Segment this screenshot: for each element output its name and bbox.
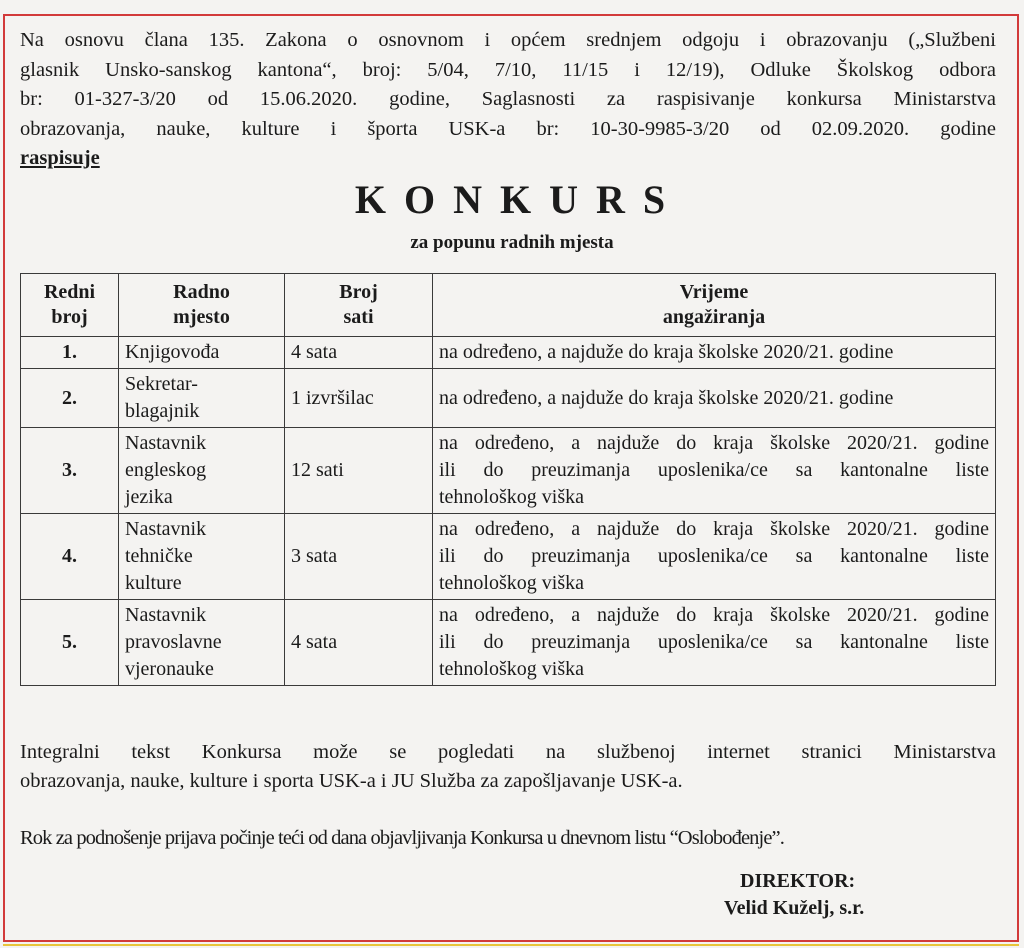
- header-text: mjesto: [173, 306, 230, 328]
- row-term: [433, 514, 996, 600]
- intro-paragraph: [20, 26, 996, 174]
- position-text: kulture: [125, 572, 182, 594]
- position-text: vjeronauke: [125, 658, 214, 680]
- positions-table: [20, 273, 996, 686]
- row-position: [119, 600, 285, 686]
- header-text: Broj: [339, 281, 378, 303]
- term-text: ili do preuzimanja uposlenika/ce sa kantonalne liste: [439, 545, 989, 567]
- note-line: Integralni tekst Konkursa može se pogledati na službenoj internet stranici Ministarstva: [20, 741, 996, 763]
- table-row: [21, 337, 996, 369]
- row-number: 3.: [21, 428, 119, 514]
- row-term: [433, 600, 996, 686]
- term-text: na određeno, a najduže do kraja školske 2020/21. godine: [439, 518, 989, 540]
- header-vrijeme-angazmana: [433, 274, 996, 337]
- position-text: Nastavnik: [125, 518, 207, 540]
- term-text: tehnološkog viška: [439, 486, 584, 508]
- signature-title: DIREKTOR:: [740, 870, 856, 892]
- intro-line: glasnik Unsko-sanskog kantona“, broj: 5/04, 7/10, 11/15 i 12/19), Odluke Školskog odbora: [20, 58, 996, 81]
- signature-name: Velid Kuželj, s.r.: [724, 897, 865, 919]
- header-redni-broj: [21, 274, 119, 337]
- position-text: Nastavnik: [125, 604, 207, 626]
- notice-subtitle: za popunu radnih mjesta: [410, 232, 614, 253]
- header-radno-mjesto: [119, 274, 285, 337]
- position-text: pravoslavne: [125, 631, 222, 653]
- header-text: Vrijeme: [679, 281, 749, 303]
- row-hours: 4 sata: [285, 600, 433, 686]
- table-row: [21, 514, 996, 600]
- row-position: [119, 337, 285, 369]
- table-header-row: [21, 274, 996, 337]
- intro-action: raspisuje: [20, 147, 100, 169]
- row-number: 5.: [21, 600, 119, 686]
- notice-title: KONKURS: [354, 177, 684, 222]
- note-line: obrazovanja, nauke, kulture i sporta USK-a i JU Služba za zapošljavanje USK-a.: [20, 770, 683, 792]
- row-number: 1.: [21, 337, 119, 369]
- header-text: broj: [51, 306, 88, 328]
- row-hours: 12 sati: [285, 428, 433, 514]
- term-text: ili do preuzimanja uposlenika/ce sa kantonalne liste: [439, 631, 989, 653]
- position-text: Knjigovođa: [125, 341, 220, 363]
- term-text: na određeno, a najduže do kraja školske 2020/21. godine: [439, 386, 894, 409]
- row-position: [119, 514, 285, 600]
- row-number: 2.: [21, 369, 119, 428]
- table-row: [21, 428, 996, 514]
- header-broj-sati: [285, 274, 433, 337]
- position-text: blagajnik: [125, 400, 200, 422]
- deadline-note: Rok za podnošenje prijava počinje teći od dana objavljivanja Konkursa u dnevnom listu “Oslobođenje”.: [20, 827, 784, 849]
- row-position: [119, 428, 285, 514]
- row-number: 4.: [21, 514, 119, 600]
- intro-line: Na osnovu člana 135. Zakona o osnovnom i općem srednjem odgoju i obrazovanju („Službeni: [20, 29, 996, 51]
- term-text: tehnološkog viška: [439, 572, 584, 594]
- table-row: [21, 369, 996, 428]
- position-text: Nastavnik: [125, 432, 207, 454]
- term-text: ili do preuzimanja uposlenika/ce sa kantonalne liste: [439, 459, 989, 481]
- header-text: Radno: [173, 281, 230, 303]
- row-hours: 4 sata: [285, 337, 433, 369]
- row-term: [433, 369, 996, 428]
- term-text: na određeno, a najduže do kraja školske 2020/21. godine: [439, 341, 894, 363]
- row-position: [119, 369, 285, 428]
- integral-text-note: [20, 738, 996, 796]
- row-hours: 3 sata: [285, 514, 433, 600]
- row-term: [433, 428, 996, 514]
- term-text: na određeno, a najduže do kraja školske 2020/21. godine: [439, 604, 989, 626]
- row-hours: 1 izvršilac: [285, 369, 433, 428]
- header-text: sati: [343, 306, 374, 328]
- position-text: engleskog: [125, 459, 207, 481]
- header-text: angažiranja: [662, 306, 766, 328]
- intro-line: br: 01-327-3/20 od 15.06.2020. godine, Saglasnosti za raspisivanje konkursa Ministarstva: [20, 88, 996, 110]
- row-term: [433, 337, 996, 369]
- position-text: tehničke: [125, 545, 193, 567]
- position-text: jezika: [125, 486, 173, 508]
- header-text: Redni: [43, 281, 96, 303]
- term-text: tehnološkog viška: [439, 658, 584, 680]
- table-row: [21, 600, 996, 686]
- term-text: na određeno, a najduže do kraja školske 2020/21. godine: [439, 432, 989, 454]
- position-text: Sekretar-: [125, 373, 198, 395]
- intro-line: obrazovanja, nauke, kulture i športa USK-a br: 10-30-9985-3/20 od 02.09.2020. godine: [20, 117, 996, 140]
